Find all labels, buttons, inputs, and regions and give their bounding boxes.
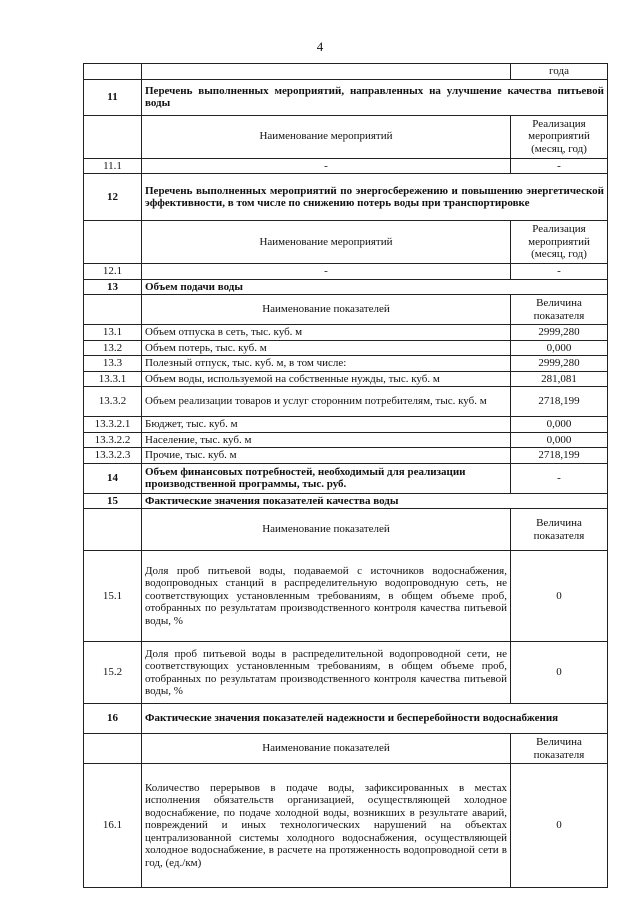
table-row: [84, 642, 608, 704]
row-value: 2999,280: [511, 325, 608, 341]
row-name: Бюджет, тыс. куб. м: [142, 417, 511, 433]
section-number: 13: [84, 279, 142, 295]
section-title: Перечень выполненных мероприятий, направленных на улучшение качества питьевой воды: [142, 79, 608, 115]
section-row-14: [84, 463, 608, 493]
row-number: 13.3.2: [84, 387, 142, 417]
column-header-value: Реализация мероприятий (месяц, год): [511, 221, 608, 264]
table-row-continuation: [84, 64, 608, 80]
row-value: 0: [511, 642, 608, 704]
section-row-11: [84, 79, 608, 115]
table-row: [84, 417, 608, 433]
row-name: -: [142, 264, 511, 280]
row-number: 12.1: [84, 264, 142, 280]
table-row: [84, 340, 608, 356]
column-header-name: Наименование показателей: [142, 295, 511, 325]
row-name: Население, тыс. куб. м: [142, 432, 511, 448]
row-name: Объем потерь, тыс. куб. м: [142, 340, 511, 356]
section-row-13: [84, 279, 608, 295]
section-number: 16: [84, 704, 142, 734]
table-row: [84, 448, 608, 464]
row-number: 15.1: [84, 551, 142, 642]
table-row: [84, 387, 608, 417]
section-row-15: [84, 493, 608, 509]
column-header-row: [84, 221, 608, 264]
row-value: 0,000: [511, 340, 608, 356]
row-value: 0: [511, 764, 608, 888]
section-title: Перечень выполненных мероприятий по энергосбережению и повышению энергетической эффективности, в том числе по снижению потерь воды при транспортировке: [142, 174, 608, 221]
row-name: Объем воды, используемой на собственные нужды, тыс. куб. м: [142, 371, 511, 387]
table-row: [84, 551, 608, 642]
row-value: 2718,199: [511, 448, 608, 464]
table-row: [84, 356, 608, 372]
column-header-name: Наименование мероприятий: [142, 115, 511, 158]
row-name: Прочие, тыс. куб. м: [142, 448, 511, 464]
column-header-value: Реализация мероприятий (месяц, год): [511, 115, 608, 158]
row-value: 0: [511, 551, 608, 642]
section-title: Объем подачи воды: [142, 279, 608, 295]
row-value: -: [511, 158, 608, 174]
row-name: Полезный отпуск, тыс. куб. м, в том числе:: [142, 356, 511, 372]
column-header-row: [84, 734, 608, 764]
section-row-12: [84, 174, 608, 221]
section-number: 11: [84, 79, 142, 115]
row-number: 13.3.2.1: [84, 417, 142, 433]
row-number: 13.1: [84, 325, 142, 341]
table-row: [84, 158, 608, 174]
column-header-name: Наименование мероприятий: [142, 221, 511, 264]
column-header-row: [84, 509, 608, 551]
section-number: 14: [84, 463, 142, 493]
row-value: 0,000: [511, 417, 608, 433]
row-number: 11.1: [84, 158, 142, 174]
column-header-row: [84, 115, 608, 158]
row-name: -: [142, 158, 511, 174]
column-header-name: Наименование показателей: [142, 509, 511, 551]
section-title: Объем финансовых потребностей, необходимый для реализации производственной программы, тыс. руб.: [142, 463, 511, 493]
page-number: 4: [316, 39, 324, 54]
row-name: Количество перерывов в подаче воды, зафиксированных в местах исполнения обязательств организацией, осуществляющей холодное водоснабжение, по подаче холодной воды, возникших в результате аварий, повреждений и иных технологических нарушений на объектах централизованной системы холодного водоснабжения, осуществляющей холодное водоснабжение, в расчете на протяженность водопроводной сети в год, (ед./км): [142, 764, 511, 888]
row-name: Объем реализации товаров и услуг сторонним потребителям, тыс. куб. м: [142, 387, 511, 417]
row-number: 13.3.2.3: [84, 448, 142, 464]
column-header-value: Величина показателя: [511, 734, 608, 764]
row-number: 13.3: [84, 356, 142, 372]
row-number: 13.3.1: [84, 371, 142, 387]
section-number: 12: [84, 174, 142, 221]
header-value-continuation: года: [511, 64, 608, 80]
section-row-16: [84, 704, 608, 734]
row-value: -: [511, 264, 608, 280]
table-row: [84, 432, 608, 448]
column-header-name: Наименование показателей: [142, 734, 511, 764]
row-name: Доля проб питьевой воды в распределительной водопроводной сети, не соответствующих установленным требованиям, в общем объеме проб, отобранных по результатам производственного контроля качества питьевой воды, %: [142, 642, 511, 704]
column-header-value: Величина показателя: [511, 509, 608, 551]
row-number: 16.1: [84, 764, 142, 888]
row-number: 13.3.2.2: [84, 432, 142, 448]
row-value: 0,000: [511, 432, 608, 448]
row-name: Объем отпуска в сеть, тыс. куб. м: [142, 325, 511, 341]
row-number: 13.2: [84, 340, 142, 356]
row-value: -: [511, 463, 608, 493]
row-value: 2718,199: [511, 387, 608, 417]
table-row: [84, 371, 608, 387]
row-value: 281,081: [511, 371, 608, 387]
row-value: 2999,280: [511, 356, 608, 372]
table-row: [84, 325, 608, 341]
table-row: [84, 264, 608, 280]
section-number: 15: [84, 493, 142, 509]
row-number: 15.2: [84, 642, 142, 704]
table-row: [84, 764, 608, 888]
row-name: Доля проб питьевой воды, подаваемой с источников водоснабжения, водопроводных станций в распределительную водопроводную сеть, не соответствующих установленным требованиям, в общем объеме проб, отобранных по результатам производственного контроля качества питьевой воды, %: [142, 551, 511, 642]
program-indicators-table: [83, 63, 608, 888]
section-title: Фактические значения показателей надежности и бесперебойности водоснабжения: [142, 704, 608, 734]
column-header-value: Величина показателя: [511, 295, 608, 325]
section-title: Фактические значения показателей качества воды: [142, 493, 608, 509]
column-header-row: [84, 295, 608, 325]
